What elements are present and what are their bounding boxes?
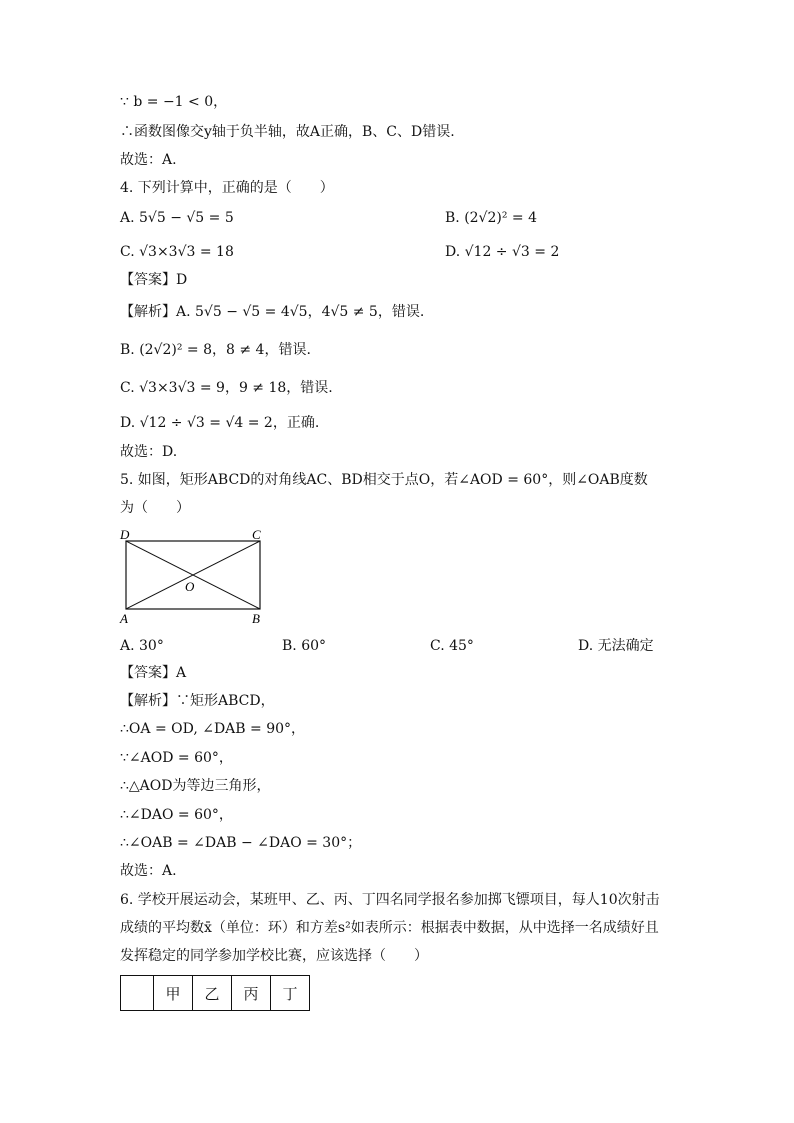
table-cell: 丙 bbox=[232, 976, 271, 1011]
text-line: 故选：A. bbox=[120, 152, 177, 168]
question-5-option-c: C. 45° bbox=[430, 638, 474, 654]
question-6-stem: 发挥稳定的同学参加学校比赛，应该选择（ ） bbox=[120, 948, 428, 964]
question-5-choice: 故选：A. bbox=[120, 863, 177, 879]
text-line: ∴函数图像交y轴于负半轴，故A正确，B、C、D错误. bbox=[120, 124, 455, 140]
question-5-option-a: A. 30° bbox=[120, 638, 164, 654]
question-5-analysis: ∴OA = OD, ∠DAB = 90°， bbox=[120, 721, 306, 737]
table-cell: 乙 bbox=[193, 976, 232, 1011]
question-6-stem: 成绩的平均数x̄（单位：环）和方差s²如表所示：根据表中数据，从中选择一名成绩好且 bbox=[120, 920, 659, 936]
question-4-answer: 【答案】D bbox=[120, 272, 188, 288]
question-4-option-b: B. (2√2)² = 4 bbox=[445, 210, 537, 226]
label-b: B bbox=[252, 611, 260, 626]
question-4-choice: 故选：D. bbox=[120, 444, 178, 460]
question-5-analysis: ∴△AOD为等边三角形， bbox=[120, 778, 271, 794]
question-5-analysis: ∴∠DAO = 60°， bbox=[120, 807, 233, 823]
question-5-analysis: ∵∠AOD = 60°， bbox=[120, 750, 233, 766]
score-table bbox=[120, 975, 310, 1011]
label-a: A bbox=[120, 611, 128, 626]
label-o: O bbox=[185, 579, 195, 594]
question-5-analysis: ∴∠OAB = ∠DAB − ∠DAO = 30°； bbox=[120, 835, 362, 851]
question-5-option-b: B. 60° bbox=[282, 638, 327, 654]
question-4-option-a: A. 5√5 − √5 = 5 bbox=[120, 210, 234, 226]
question-5-answer: 【答案】A bbox=[120, 665, 187, 681]
table-cell: 丁 bbox=[271, 976, 310, 1011]
question-4-analysis: B. (2√2)² = 8，8 ≠ 4，错误. bbox=[120, 342, 311, 358]
question-5-stem: 5. 如图，矩形ABCD的对角线AC、BD相交于点O，若∠AOD = 60°，则∠OAB度数 bbox=[120, 472, 648, 488]
question-4-analysis: 【解析】A. 5√5 − √5 = 4√5，4√5 ≠ 5，错误. bbox=[120, 304, 425, 320]
table-cell: 甲 bbox=[154, 976, 193, 1011]
rectangle-diagram bbox=[118, 525, 270, 627]
table-header-row bbox=[121, 976, 310, 1011]
question-4-stem: 4. 下列计算中，正确的是（ ） bbox=[120, 180, 334, 196]
question-4-option-c: C. √3×3√3 = 18 bbox=[120, 244, 234, 260]
question-5-stem: 为（ ） bbox=[120, 500, 190, 516]
question-4-analysis: D. √12 ÷ √3 = √4 = 2，正确. bbox=[120, 415, 320, 431]
question-6-stem: 6. 学校开展运动会，某班甲、乙、丙、丁四名同学报名参加掷飞镖项目，每人10次射击 bbox=[120, 892, 660, 908]
text-line: ∵ b = −1 < 0， bbox=[120, 94, 228, 110]
table-cell bbox=[121, 976, 154, 1011]
question-4-analysis: C. √3×3√3 = 9，9 ≠ 18，错误. bbox=[120, 380, 333, 396]
question-4-option-d: D. √12 ÷ √3 = 2 bbox=[445, 244, 560, 260]
question-5-analysis: 【解析】∵矩形ABCD， bbox=[120, 693, 275, 709]
label-c: C bbox=[252, 527, 261, 542]
question-5-option-d: D. 无法确定 bbox=[578, 638, 654, 654]
label-d: D bbox=[120, 527, 130, 542]
